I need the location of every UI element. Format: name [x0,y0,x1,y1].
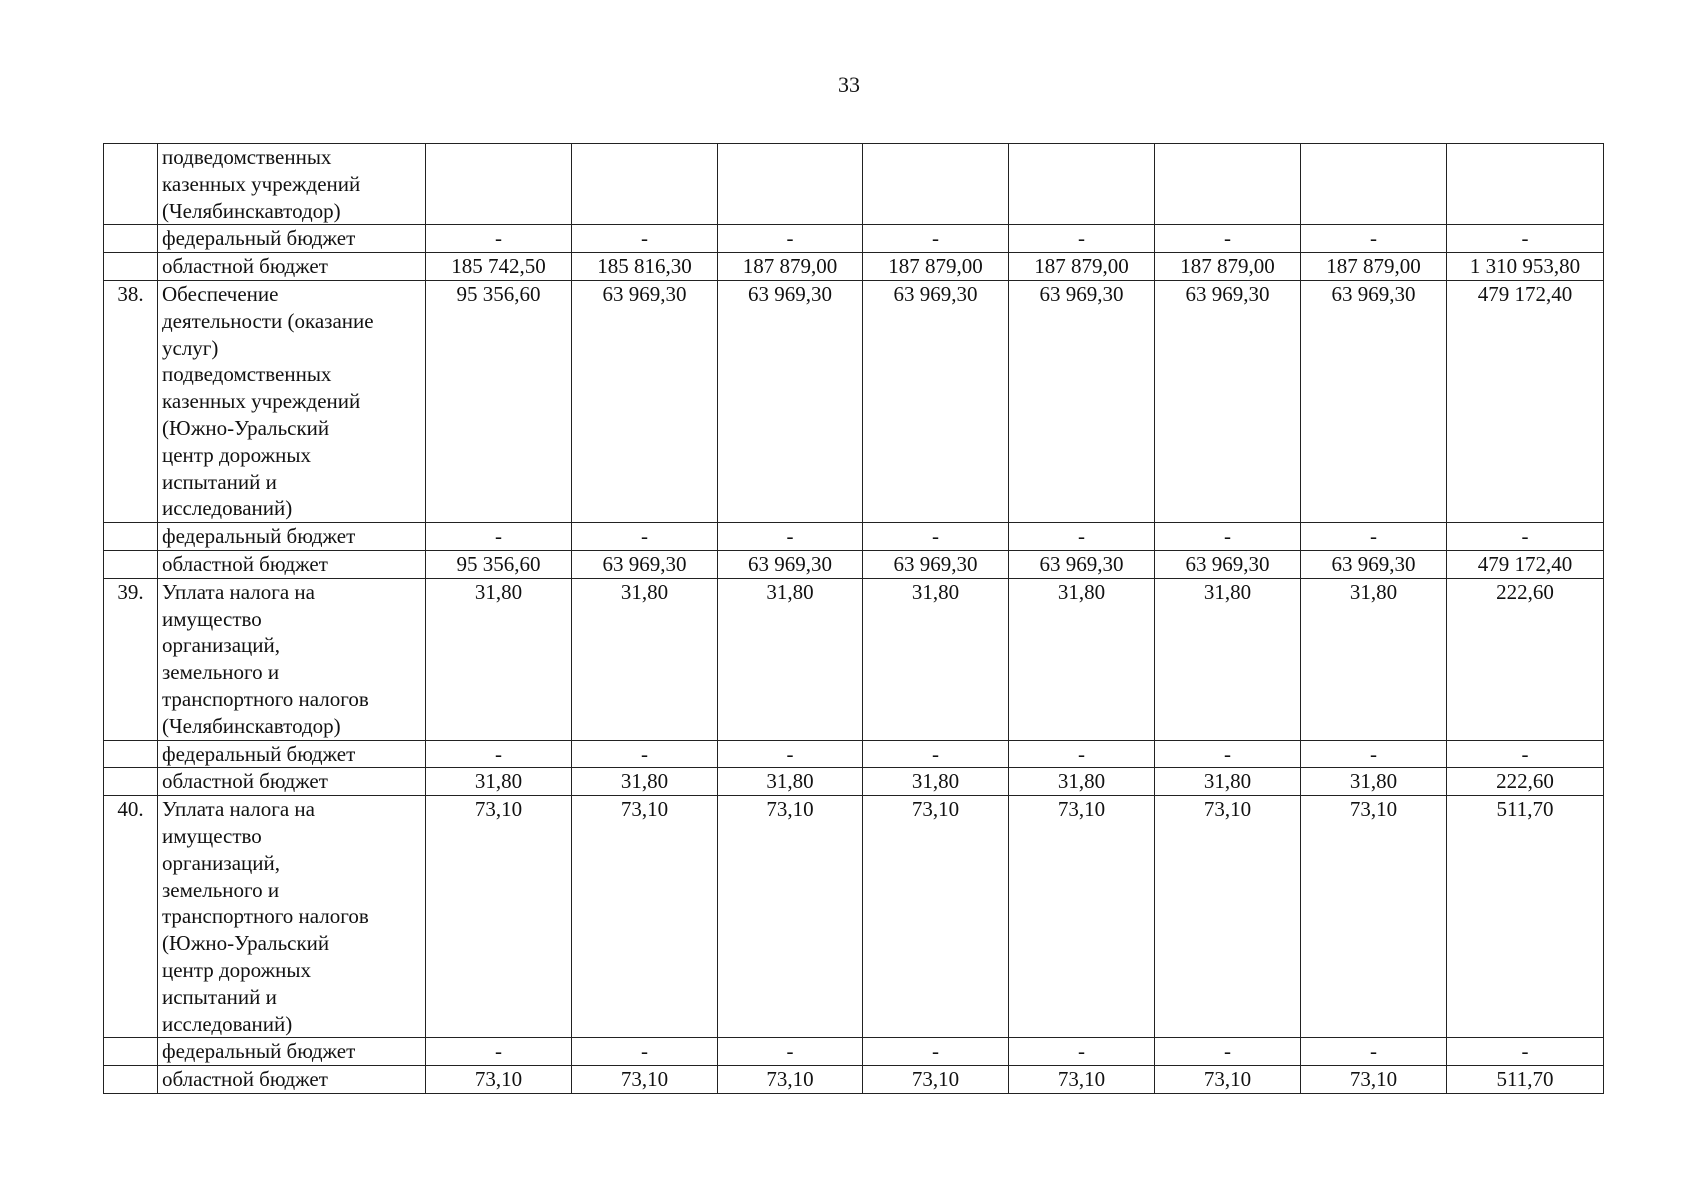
value-cell: 187 879,00 [863,253,1009,281]
value-cell: - [1009,740,1155,768]
value-cell: - [718,225,863,253]
value-cell: 63 969,30 [1155,280,1301,522]
description-cell [158,1066,426,1094]
table-row [104,144,1604,225]
value-cell: 63 969,30 [572,280,718,522]
description-line: имущество [162,823,262,848]
value-cell: 73,10 [1301,796,1447,1038]
value-cell: 31,80 [863,768,1009,796]
value-cell: - [426,1038,572,1066]
description-cell [158,768,426,796]
value-cell: - [572,523,718,551]
value-cell [1009,144,1155,225]
page-number: 33 [838,72,860,97]
total-value-cell: 1 310 953,80 [1447,253,1604,281]
row-number-cell: 39. [104,578,158,740]
description-line: земельного и [162,877,280,902]
value-cell: 63 969,30 [572,550,718,578]
row-number-cell: 38. [104,280,158,522]
description-line: казенных учреждений [162,389,361,414]
value-cell: - [863,225,1009,253]
value-cell: 63 969,30 [718,550,863,578]
value-cell [718,144,863,225]
value-cell: - [718,740,863,768]
value-cell: 73,10 [1009,796,1155,1038]
value-cell: 31,80 [718,578,863,740]
value-cell: 187 879,00 [718,253,863,281]
description-line: федеральный бюджет [162,741,356,766]
description-cell [158,550,426,578]
value-cell: 73,10 [1009,1066,1155,1094]
description-line: областной бюджет [162,769,328,794]
row-number-cell [104,1066,158,1094]
description-line: казенных учреждений [162,171,361,196]
value-cell: 31,80 [426,578,572,740]
description-line: областной бюджет [162,1067,328,1092]
description-line: (Челябинскавтодор) [162,713,341,738]
description-line: федеральный бюджет [162,1039,356,1064]
value-cell: 31,80 [1009,578,1155,740]
description-line: областной бюджет [162,551,328,576]
row-number-cell [104,253,158,281]
value-cell: - [1009,523,1155,551]
description-line: организаций, [162,850,280,875]
value-cell: 73,10 [426,796,572,1038]
description-line: испытаний и [162,984,277,1009]
row-number-cell [104,1038,158,1066]
value-cell: - [1155,225,1301,253]
value-cell: 73,10 [718,1066,863,1094]
value-cell: 31,80 [572,578,718,740]
value-cell: 63 969,30 [863,550,1009,578]
description-line: земельного и [162,660,280,685]
value-cell: 31,80 [1155,768,1301,796]
table-row [104,796,1604,1038]
budget-table [103,143,1604,1094]
description-cell [158,578,426,740]
description-line: подведомственных [162,145,332,169]
value-cell: 73,10 [1155,796,1301,1038]
value-cell: - [426,523,572,551]
value-cell [572,144,718,225]
value-cell: 31,80 [1009,768,1155,796]
table-row [104,550,1604,578]
value-cell: 31,80 [426,768,572,796]
total-value-cell: 511,70 [1447,1066,1604,1094]
value-cell: 185 816,30 [572,253,718,281]
value-cell: 73,10 [572,796,718,1038]
value-cell: 63 969,30 [1009,280,1155,522]
total-value-cell: 222,60 [1447,578,1604,740]
row-number-cell [104,550,158,578]
description-line: деятельности (оказание [162,308,374,333]
description-line: центр дорожных [162,442,311,467]
total-value-cell: 479 172,40 [1447,550,1604,578]
description-line: (Южно-Уральский [162,931,330,956]
value-cell: 31,80 [718,768,863,796]
value-cell: - [863,1038,1009,1066]
table-body [104,144,1604,1094]
row-number-cell [104,740,158,768]
value-cell: 73,10 [718,796,863,1038]
description-cell [158,523,426,551]
description-line: федеральный бюджет [162,524,356,549]
total-value-cell: 222,60 [1447,768,1604,796]
value-cell: 63 969,30 [1009,550,1155,578]
description-line: Уплата налога на [162,579,315,604]
description-cell [158,144,426,225]
row-number-cell [104,225,158,253]
value-cell: 31,80 [572,768,718,796]
table-row [104,740,1604,768]
value-cell: 73,10 [1155,1066,1301,1094]
description-line: имущество [162,606,262,631]
value-cell: - [1301,740,1447,768]
value-cell: 31,80 [1301,768,1447,796]
value-cell: - [426,225,572,253]
value-cell: - [1155,1038,1301,1066]
table-row [104,523,1604,551]
value-cell: 31,80 [1155,578,1301,740]
description-line: услуг) [162,335,219,360]
value-cell: 187 879,00 [1301,253,1447,281]
table-row [104,578,1604,740]
value-cell: 63 969,30 [1301,550,1447,578]
description-line: областной бюджет [162,254,328,279]
description-cell [158,796,426,1038]
value-cell: 73,10 [863,1066,1009,1094]
value-cell: - [1009,225,1155,253]
value-cell: - [1301,523,1447,551]
row-number-cell: 40. [104,796,158,1038]
description-line: организаций, [162,633,280,658]
value-cell [1301,144,1447,225]
description-line: подведомственных [162,362,332,387]
description-line: исследований) [162,1011,293,1036]
description-line: Уплата налога на [162,797,315,822]
value-cell: 95 356,60 [426,550,572,578]
value-cell: 187 879,00 [1009,253,1155,281]
value-cell: - [718,523,863,551]
value-cell: 73,10 [863,796,1009,1038]
description-line: (Южно-Уральский [162,415,330,440]
value-cell: - [1301,225,1447,253]
value-cell: - [426,740,572,768]
value-cell: - [1301,1038,1447,1066]
description-line: центр дорожных [162,957,311,982]
value-cell: 63 969,30 [718,280,863,522]
total-value-cell [1447,144,1604,225]
value-cell: - [1009,1038,1155,1066]
description-cell [158,253,426,281]
value-cell: 73,10 [572,1066,718,1094]
total-value-cell: 479 172,40 [1447,280,1604,522]
row-number-cell [104,144,158,225]
table-row [104,768,1604,796]
table-row [104,225,1604,253]
table-row [104,253,1604,281]
table-row [104,280,1604,522]
value-cell [1155,144,1301,225]
description-line: испытаний и [162,469,277,494]
row-number-cell [104,523,158,551]
value-cell: - [1155,523,1301,551]
value-cell: 63 969,30 [1301,280,1447,522]
value-cell: 187 879,00 [1155,253,1301,281]
description-line: (Челябинскавтодор) [162,198,341,223]
total-value-cell: - [1447,523,1604,551]
value-cell [426,144,572,225]
value-cell: 95 356,60 [426,280,572,522]
total-value-cell: - [1447,1038,1604,1066]
value-cell [863,144,1009,225]
description-line: транспортного налогов [162,686,369,711]
value-cell: - [572,740,718,768]
value-cell: 73,10 [1301,1066,1447,1094]
value-cell: 185 742,50 [426,253,572,281]
value-cell: 63 969,30 [863,280,1009,522]
table-row [104,1038,1604,1066]
description-line: транспортного налогов [162,904,369,929]
value-cell: - [718,1038,863,1066]
total-value-cell: - [1447,225,1604,253]
description-cell [158,1038,426,1066]
table-row [104,1066,1604,1094]
description-line: федеральный бюджет [162,226,356,251]
value-cell: 73,10 [426,1066,572,1094]
value-cell: 31,80 [863,578,1009,740]
total-value-cell: 511,70 [1447,796,1604,1038]
row-number-cell [104,768,158,796]
description-line: Обеспечение [162,281,279,306]
description-cell [158,740,426,768]
value-cell: 63 969,30 [1155,550,1301,578]
value-cell: - [572,225,718,253]
description-line: исследований) [162,496,293,521]
value-cell: - [863,740,1009,768]
value-cell: - [1155,740,1301,768]
total-value-cell: - [1447,740,1604,768]
value-cell: - [863,523,1009,551]
value-cell: - [572,1038,718,1066]
description-cell [158,280,426,522]
value-cell: 31,80 [1301,578,1447,740]
description-cell [158,225,426,253]
